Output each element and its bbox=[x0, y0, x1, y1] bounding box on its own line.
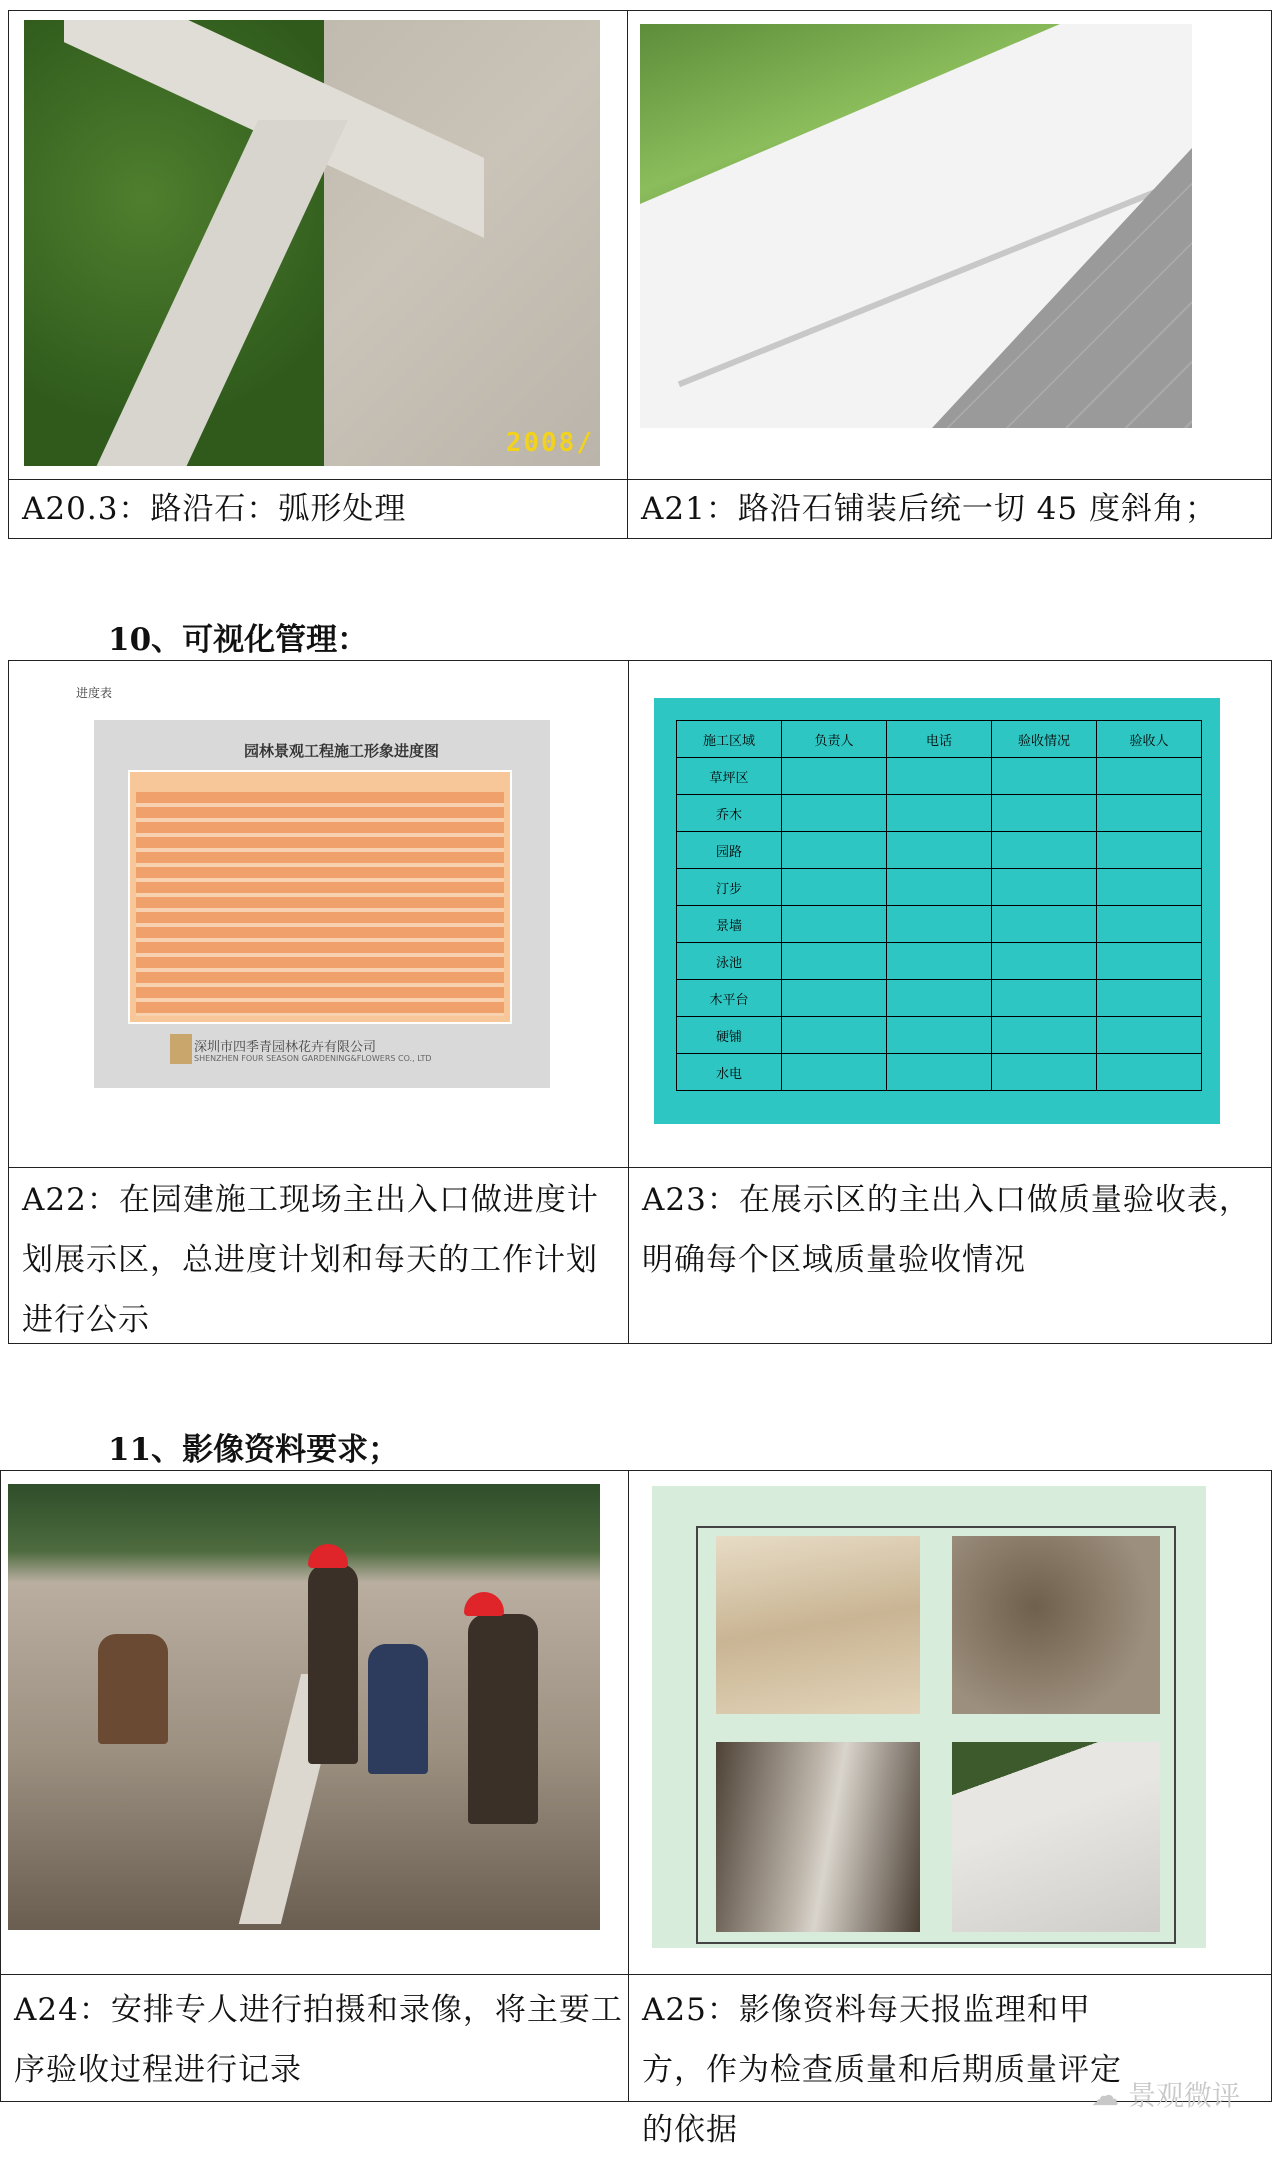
progress-board-image bbox=[60, 676, 620, 1144]
area-cell: 水电 bbox=[677, 1054, 782, 1091]
table-row bbox=[677, 832, 1202, 869]
company-name-en: SHENZHEN FOUR SEASON GARDENING&FLOWERS CO., LTD bbox=[194, 1054, 432, 1063]
area-cell: 乔木 bbox=[677, 795, 782, 832]
caption-a25: A25：影像资料每天报监理和甲方，作为检查质量和后期质量评定的依据 bbox=[642, 1992, 1122, 2148]
table-row bbox=[677, 980, 1202, 1017]
section-heading-10: 10、可视化管理： bbox=[108, 622, 369, 658]
table-row bbox=[677, 869, 1202, 906]
company-logo-icon bbox=[170, 1034, 192, 1064]
caption-a22: A22：在园建施工现场主出入口做进度计划展示区，总进度计划和每天的工作计划进行公示 bbox=[22, 1182, 599, 1338]
table-row bbox=[677, 943, 1202, 980]
header-cell: 验收情况 bbox=[992, 721, 1097, 758]
table-row bbox=[677, 795, 1202, 832]
caption-a21: A21：路沿石铺装后统一切 45 度斜角； bbox=[641, 491, 1217, 527]
caption-a23: A23：在展示区的主出入口做质量验收表，明确每个区域质量验收情况 bbox=[642, 1182, 1251, 1278]
acceptance-table bbox=[676, 720, 1202, 1091]
wechat-icon: ☁ bbox=[1091, 2079, 1120, 2112]
acceptance-table-header bbox=[677, 721, 1202, 758]
header-cell: 施工区域 bbox=[677, 721, 782, 758]
photo-workers-recording bbox=[8, 1484, 600, 1930]
photo-curb-45-bevel bbox=[640, 24, 1192, 428]
area-cell: 泳池 bbox=[677, 943, 782, 980]
table-row bbox=[677, 906, 1202, 943]
date-stamp: 2008/ bbox=[505, 428, 594, 458]
area-cell: 草坪区 bbox=[677, 758, 782, 795]
company-name-cn: 深圳市四季青园林花卉有限公司 bbox=[194, 1040, 377, 1055]
header-cell: 负责人 bbox=[782, 721, 887, 758]
progress-board-title: 园林景观工程施工形象进度图 bbox=[244, 742, 440, 760]
caption-a20-3: A20.3：路沿石：弧形处理 bbox=[22, 491, 407, 527]
area-cell: 园路 bbox=[677, 832, 782, 869]
caption-a24: A24：安排专人进行拍摄和录像，将主要工序验收过程进行记录 bbox=[14, 1992, 623, 2088]
area-cell: 景墙 bbox=[677, 906, 782, 943]
header-cell: 电话 bbox=[887, 721, 992, 758]
area-cell: 汀步 bbox=[677, 869, 782, 906]
section-heading-11: 11、影像资料要求； bbox=[108, 1432, 400, 1468]
header-cell: 验收人 bbox=[1097, 721, 1202, 758]
photo-curb-arc bbox=[24, 20, 600, 466]
acceptance-table-image bbox=[654, 698, 1220, 1124]
table-row bbox=[677, 1054, 1202, 1091]
watermark-text: 景观微评 bbox=[1127, 2079, 1240, 2112]
table-row bbox=[677, 758, 1202, 795]
area-cell: 硬铺 bbox=[677, 1017, 782, 1054]
table-row bbox=[677, 1017, 1202, 1054]
progress-board-small-label: 进度表 bbox=[76, 686, 113, 700]
wechat-watermark bbox=[1091, 2074, 1240, 2114]
area-cell: 木平台 bbox=[677, 980, 782, 1017]
photo-collage-quality bbox=[652, 1486, 1206, 1948]
